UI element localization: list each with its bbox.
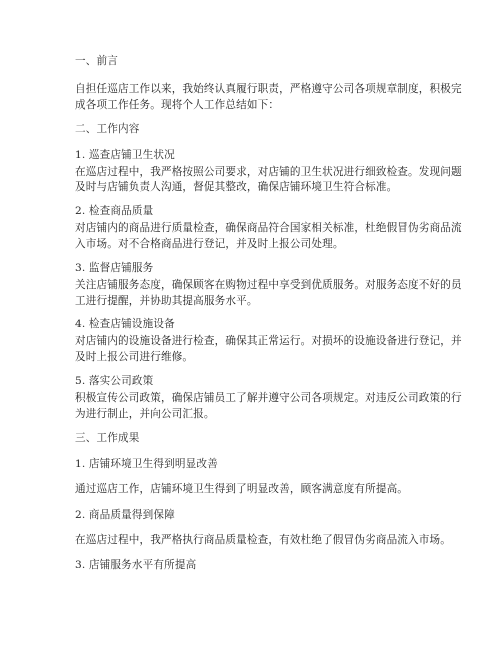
subheading-item-5: 5. 落实公司政策: [75, 375, 154, 387]
paragraph-line: 自担任巡店工作以来，我始终认真履行职责，严格遵守公司各项规章制度，积极完: [75, 83, 462, 95]
paragraph-line: 及时上报公司进行维修。: [75, 351, 194, 363]
subheading-item-3: 3. 监督店铺服务: [75, 262, 154, 274]
subheading-result-1: 1. 店铺环境卫生得到明显改善: [75, 458, 218, 470]
subheading-item-4: 4. 检查店铺设施设备: [75, 318, 175, 330]
paragraph-line: 为进行制止，并向公司汇报。: [75, 408, 215, 420]
subheading-item-1: 1. 巡查店铺卫生状况: [75, 149, 175, 161]
paragraph-line: 入市场。对不合格商品进行登记，并及时上报公司处理。: [75, 238, 344, 250]
paragraph-line: 对店铺内的设施设备进行检查，确保其正常运行。对损坏的设施设备进行登记，并: [75, 335, 462, 347]
section-heading-work-content: 二、工作内容: [75, 123, 140, 135]
paragraph-line: 通过巡店工作，店铺环境卫生得到了明显改善，顾客满意度有所提高。: [75, 483, 409, 495]
subheading-result-3: 3. 店铺服务水平有所提高: [75, 559, 197, 571]
paragraph-line: 及时与店铺负责人沟通，督促其整改，确保店铺环境卫生符合标准。: [75, 181, 398, 193]
paragraph-line: 在巡店过程中，我严格执行商品质量检查，有效杜绝了假冒伪劣商品流入市场。: [75, 534, 452, 546]
subheading-result-2: 2. 商品质量得到保障: [75, 509, 175, 521]
paragraph-line: 工进行提醒，并协助其提高服务水平。: [75, 295, 258, 307]
subheading-item-2: 2. 检查商品质量: [75, 205, 154, 217]
section-heading-results: 三、工作成果: [75, 432, 140, 444]
paragraph-line: 成各项工作任务。现将个人工作总结如下：: [75, 99, 280, 111]
paragraph-line: 在巡店过程中，我严格按照公司要求，对店铺的卫生状况进行细致检查。发现问题: [75, 166, 462, 178]
section-heading-preface: 一、前言: [75, 55, 118, 67]
paragraph-line: 对店铺内的商品进行质量检查，确保商品符合国家相关标准，杜绝假冒伪劣商品流: [75, 222, 462, 234]
paragraph-line: 关注店铺服务态度，确保顾客在购物过程中享受到优质服务。对服务态度不好的员: [75, 279, 462, 291]
paragraph-line: 积极宣传公司政策，确保店铺员工了解并遵守公司各项规定。对违反公司政策的行: [75, 392, 462, 404]
